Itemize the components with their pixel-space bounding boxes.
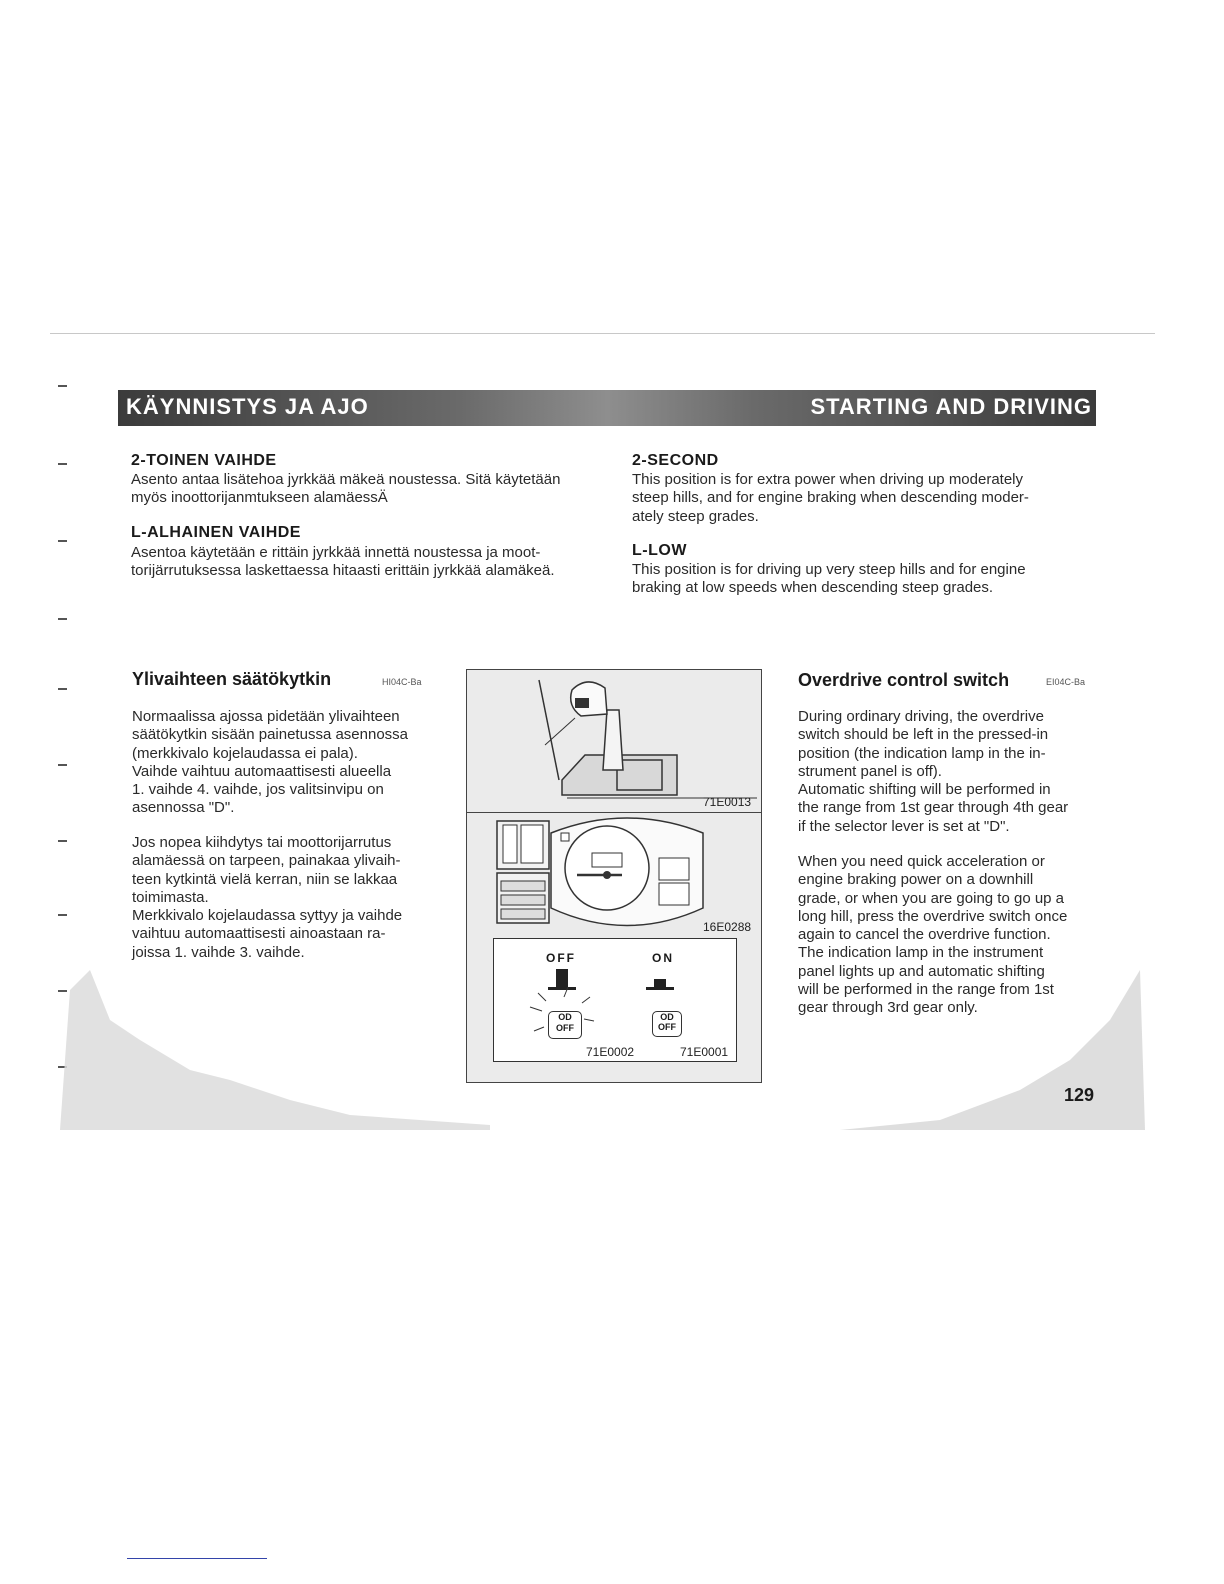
overdrive-title-en: Overdrive control switch <box>798 670 1010 690</box>
off-label: OFF <box>546 951 576 965</box>
text-line: Normaalissa ajossa pidetään ylivaihteen <box>132 708 400 725</box>
margin-mark <box>58 385 67 387</box>
text-line: Vaihde vaihtuu automaattisesti alueella <box>132 762 392 780</box>
margin-mark <box>58 840 67 842</box>
text-line: torijärrutuksessa laskettaessa hitaasti erittäin jyrkkää alamäkeä. <box>131 562 555 580</box>
figure-label-top: 71E0013 <box>703 795 752 809</box>
text-line: position (the indication lamp in the in- <box>798 744 1046 762</box>
page-number: 129 <box>1064 1085 1095 1105</box>
text-line: will be performed in the range from 1st <box>798 981 1054 999</box>
overdrive-switch-figure <box>466 669 762 1083</box>
text-line: Jos nopea kiihdytys tai moottorijarrutus <box>132 834 392 851</box>
text-line: gear through 3rd gear only. <box>798 999 978 1017</box>
low-gear-text-en <box>632 561 1102 598</box>
low-gear-heading-fi: L-ALHAINEN VAIHDE <box>131 524 301 541</box>
text-line: the range from 1st gear through 4th gear <box>798 799 1069 817</box>
text-line: engine braking power on a downhill <box>798 871 1034 889</box>
text-line: switch should be left in the pressed-in <box>798 726 1049 744</box>
text-line: asennossa "D". <box>132 799 235 817</box>
lamp-text: OD <box>558 1012 572 1022</box>
text-line: long hill, press the overdrive switch once <box>798 907 1068 925</box>
section-code-en: EI04C-Ba <box>1046 677 1086 687</box>
text-line: ately steep grades. <box>632 507 759 525</box>
lamp-text: OFF <box>556 1023 574 1033</box>
second-gear-heading-fi: 2-TOINEN VAIHDE <box>131 452 277 469</box>
overdrive-para1-en <box>798 708 1098 836</box>
text-line: Asento antaa lisätehoa jyrkkää mäkeä noustessa. Sitä käytetään <box>131 471 561 488</box>
text-line: again to cancel the overdrive function. <box>798 926 1051 944</box>
text-line: When you need quick acceleration or <box>798 853 1045 870</box>
text-line: grade, or when you are going to go up a <box>798 889 1065 907</box>
text-line: This position is for extra power when driving up moderately <box>632 471 1024 488</box>
text-line: panel lights up and automatic shifting <box>798 962 1045 980</box>
margin-mark <box>58 463 67 465</box>
text-line: 1. vaihde 4. vaihde, jos valitsinvipu on <box>132 781 384 799</box>
overdrive-title-fi: Ylivaihteen säätökytkin <box>132 669 332 689</box>
text-line: toimimasta. <box>132 888 209 906</box>
text-line: if the selector lever is set at "D". <box>798 817 1010 835</box>
text-line: Merkkivalo kojelaudassa syttyy ja vaihde <box>132 907 403 925</box>
text-line: steep hills, and for engine braking when descending moder- <box>632 489 1029 507</box>
margin-mark <box>58 688 67 690</box>
text-line: braking at low speeds when descending steep grades. <box>632 579 994 597</box>
text-line: vaihtuu automaattisesti ainoastaan ra- <box>132 925 386 943</box>
text-line: This position is for driving up very steep hills and for engine <box>632 561 1026 578</box>
od-switch-inset <box>493 938 737 1062</box>
od-switch-states-illustration <box>494 967 736 1033</box>
low-gear-text-fi <box>131 544 601 581</box>
text-line: During ordinary driving, the overdrive <box>798 708 1044 725</box>
text-line: joissa 1. vaihde 3. vaihde. <box>132 943 305 961</box>
figure-label-bottom-right: 71E0001 <box>680 1045 729 1059</box>
text-line: alamäessä on tarpeen, painakaa ylivaih- <box>132 852 401 870</box>
text-line: teen kytkintä vielä kerran, niin se lakkaa <box>132 870 398 888</box>
selector-lever-illustration <box>467 670 761 812</box>
header-title-english: STARTING AND DRIVING <box>810 394 1092 419</box>
header-title-finnish: KÄYNNISTYS JA AJO <box>126 394 369 419</box>
margin-mark <box>58 618 67 620</box>
margin-mark <box>58 764 67 766</box>
second-gear-heading-en: 2-SECOND <box>632 452 719 469</box>
margin-mark <box>58 914 67 916</box>
second-gear-text-en <box>632 471 1102 526</box>
section-header-banner <box>118 390 1096 426</box>
overdrive-para1-fi <box>132 708 432 818</box>
od-off-lamp-lit <box>548 1011 582 1039</box>
lamp-text: OFF <box>658 1022 676 1032</box>
on-label: ON <box>652 951 674 965</box>
low-gear-heading-en: L-LOW <box>632 542 687 559</box>
lamp-text: OD <box>660 1012 674 1022</box>
figure-label-mid: 16E0288 <box>703 920 752 934</box>
second-gear-text-fi <box>131 471 601 508</box>
margin-mark <box>58 540 67 542</box>
text-line: Automatic shifting will be performed in <box>798 781 1051 799</box>
text-line: strument panel is off). <box>798 762 942 780</box>
top-rule <box>50 333 1155 334</box>
bottom-rule <box>127 1558 267 1559</box>
section-code-fi: HI04C-Ba <box>382 677 422 687</box>
od-off-lamp-unlit <box>652 1011 682 1037</box>
figure-label-bottom-left: 71E0002 <box>586 1045 635 1059</box>
text-line: säätökytkin sisään painetussa asennossa <box>132 726 409 744</box>
scan-shadow-left <box>50 930 500 1130</box>
scan-shadow-right <box>820 960 1150 1130</box>
text-line: myös inoottorijanmtukseen alamäessÄ <box>131 489 388 507</box>
text-line: (merkkivalo kojelaudassa ei pala). <box>132 744 358 762</box>
text-line: Asentoa käytetään e rittäin jyrkkää innettä noustessa ja moot- <box>131 544 541 561</box>
text-line: The indication lamp in the instrument <box>798 944 1044 962</box>
